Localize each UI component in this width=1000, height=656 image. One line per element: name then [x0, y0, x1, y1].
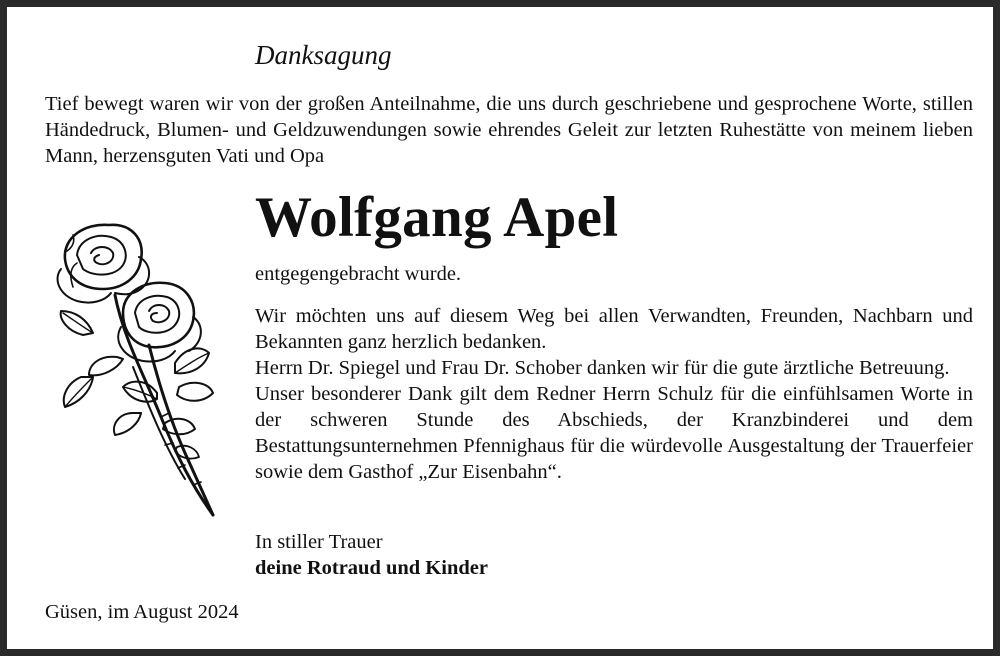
received-line: entgegengebracht wurde.: [255, 263, 462, 285]
intro-text: Tief bewegt waren wir von der großen Anteilnahme, die uns durch geschriebene und gesprochene Worte, stillen Händedruck, Blumen- und Geldzuwendungen sowie ehrendes Geleit zur letzten Ruhestätte von meinem lieben Mann, herzensguten Vati und Opa: [45, 93, 973, 167]
heading: Danksagung: [255, 40, 392, 70]
thanks-paragraphs: [255, 303, 973, 485]
paragraph-doctors: Herrn Dr. Spiegel und Frau Dr. Schober danken wir für die gute ärztliche Betreuung.: [255, 357, 950, 379]
place-date: Güsen, im August 2024: [45, 601, 239, 623]
signoff-names: deine Rotraud und Kinder: [255, 557, 488, 579]
paragraph-speaker: Unser besonderer Dank gilt dem Redner Herrn Schulz für die einfühlsamen Worte in der schweren Stunde des Abschieds, der Kranzbinderei und dem Bestattungsunternehmen Pfennighaus für die würdevolle Ausgestaltung der Trauerfeier sowie dem Gasthof „Zur Eisenbahn“.: [255, 383, 973, 483]
rose-illustration: [53, 217, 229, 521]
paragraph-relatives: Wir möchten uns auf diesem Weg bei allen Verwandten, Freunden, Nachbarn und Bekannten ganz herzlich bedanken.: [255, 305, 973, 353]
signoff-line: In stiller Trauer: [255, 531, 383, 553]
signoff: [255, 529, 488, 581]
deceased-name: Wolfgang Apel: [255, 186, 619, 249]
